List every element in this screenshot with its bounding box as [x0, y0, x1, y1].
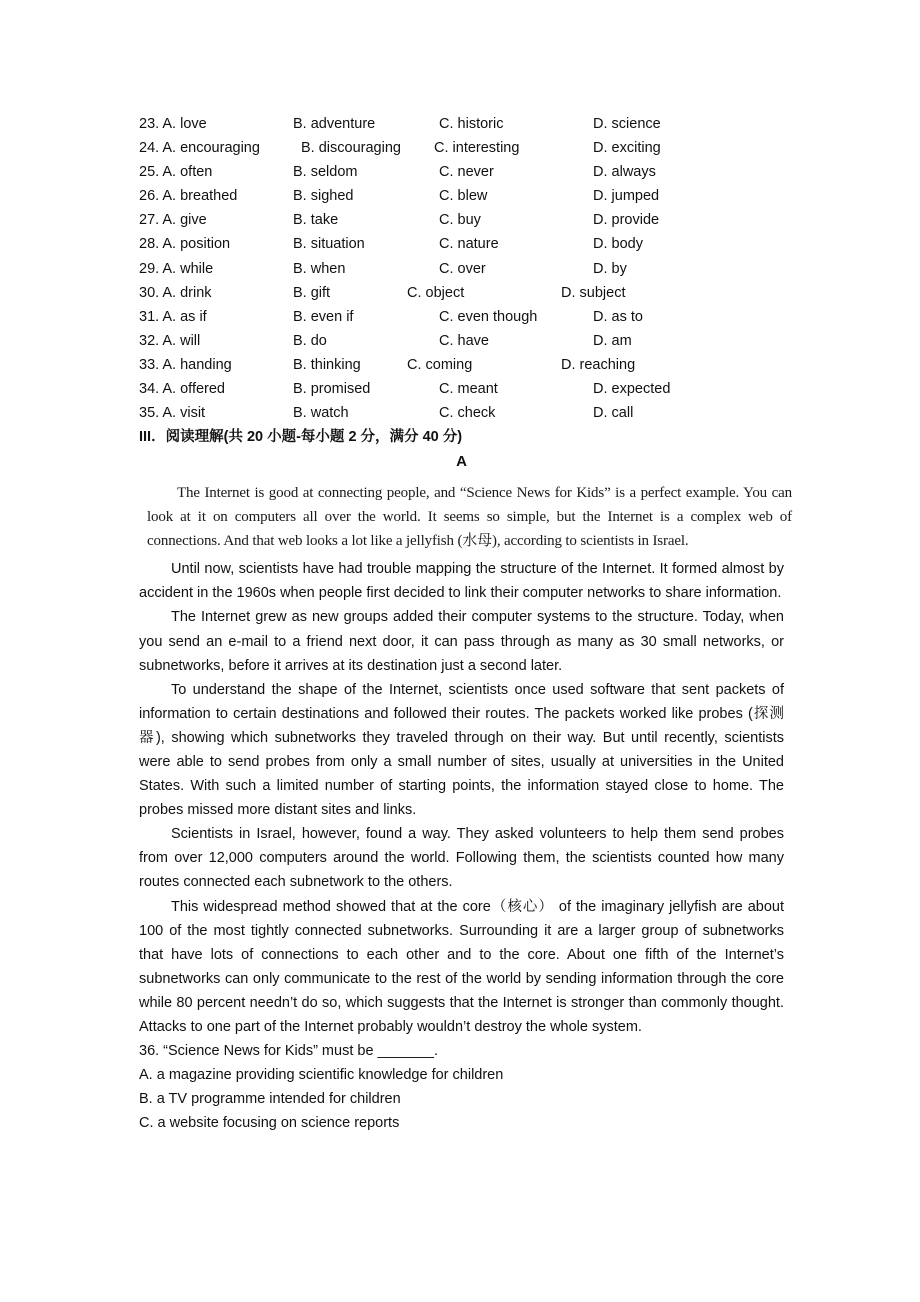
- cloze-option-row: [139, 305, 784, 329]
- option-d: D. am: [593, 332, 632, 349]
- cloze-options-list: [139, 112, 784, 425]
- option-b: B. adventure: [293, 116, 376, 132]
- cloze-option-row: [139, 257, 784, 281]
- option-c: C. meant: [439, 381, 498, 398]
- passage-paragraph: To understand the shape of the Internet, scientists once used software that sent packets of information to certain destinations and followed their routes. The packets worked like probes (探测器), showing which subnetworks they traveled through on their way. But until recently, scientists were able to send probes from only a small number of sites, usually at universities in the United States. With such a limited number of starting points, the information stayed close to home. The probes missed more distant sites and links.: [139, 681, 784, 819]
- passage-paragraph: This widespread method showed that at the core（核心） of the imaginary jellyfish are about 100 of the most tightly connected subnetworks. Surrounding it are a larger group of subnetworks that have lots of connections to each other and to the core. About one fifth of the Internet’s subnetworks can only communicate to the rest of the world by sending information through the core while 80 percent needn’t do so, which suggests that the Internet is stronger than commonly thought. Attacks to one part of the Internet probably wouldn’t destroy the whole system.: [139, 898, 784, 1035]
- option-d: D. expected: [593, 381, 671, 398]
- option-d: D. subject: [561, 284, 626, 301]
- cloze-option-row: [139, 160, 784, 184]
- option-a: 31. A. as if: [139, 308, 207, 325]
- option-b: B. watch: [293, 405, 349, 422]
- option-b: B. thinking: [293, 356, 361, 373]
- cloze-option-row: [139, 377, 784, 401]
- option-d: D. science: [593, 116, 661, 132]
- passage-body: [139, 557, 784, 1039]
- option-d: D. exciting: [593, 140, 661, 157]
- option-c: C. buy: [439, 212, 481, 229]
- option-b: B. promised: [293, 381, 371, 398]
- passage-label: A: [456, 453, 467, 471]
- option-a: 32. A. will: [139, 332, 201, 349]
- option-a: 35. A. visit: [139, 405, 206, 422]
- answer-option-b[interactable]: B. a TV programme intended for children: [139, 1091, 401, 1108]
- cloze-option-row: [139, 208, 784, 232]
- answer-option-a[interactable]: A. a magazine providing scientific knowledge for children: [139, 1067, 504, 1084]
- answer-option-c[interactable]: C. a website focusing on science reports: [139, 1115, 400, 1132]
- option-c: C. object: [407, 284, 465, 301]
- cloze-option-row: [139, 232, 784, 256]
- option-b: B. do: [293, 332, 327, 349]
- cloze-option-row: [139, 112, 784, 136]
- cloze-option-row: [139, 401, 784, 425]
- option-b: B. sighed: [293, 188, 354, 205]
- option-c: C. have: [439, 332, 489, 349]
- question-stem: 36. “Science News for Kids” must be _______.: [139, 1043, 439, 1060]
- cloze-option-row: [139, 136, 784, 160]
- cloze-option-row: [139, 329, 784, 353]
- option-a: 28. A. position: [139, 236, 231, 253]
- option-b: B. gift: [293, 284, 331, 301]
- option-d: D. always: [593, 164, 656, 181]
- option-d: D. reaching: [561, 356, 636, 373]
- option-a: 33. A. handing: [139, 356, 232, 373]
- cloze-option-row: [139, 281, 784, 305]
- option-a: 29. A. while: [139, 260, 214, 277]
- section-heading: III．阅读理解(共 20 小题-每小题 2 分，满分 40 分): [139, 429, 463, 446]
- option-a: 25. A. often: [139, 164, 213, 181]
- option-a: 23. A. love: [139, 116, 207, 132]
- option-d: D. body: [593, 236, 643, 253]
- option-a: 24. A. encouraging: [139, 140, 260, 157]
- scanned-intro-paragraph: The Internet is good at connecting people, and “Science News for Kids” is a perfect example. You can look at it on computers all over the world. It seems so simple, but the Internet is a complex web of connections. And that web looks a lot like a jellyfish (水母), according to scientists in Israel.: [147, 485, 792, 550]
- option-a: 30. A. drink: [139, 284, 212, 301]
- option-c: C. interesting: [434, 140, 520, 157]
- option-d: D. call: [593, 405, 634, 422]
- option-a: 34. A. offered: [139, 381, 225, 398]
- cloze-option-row: [139, 353, 784, 377]
- option-a: 27. A. give: [139, 212, 207, 229]
- option-c: C. check: [439, 405, 496, 422]
- passage-paragraph: Scientists in Israel, however, found a way. They asked volunteers to help them send probes from over 12,000 computers around the world. Following them, the scientists counted how many routes connected each subnetwork to the others.: [139, 826, 784, 891]
- question-36: [139, 1039, 784, 1135]
- option-b: B. when: [293, 260, 346, 277]
- option-d: D. jumped: [593, 188, 660, 205]
- option-d: D. as to: [593, 308, 643, 325]
- passage-paragraph: Until now, scientists have had trouble mapping the structure of the Internet. It formed almost by accident in the 1960s when people first decided to link their computer networks to share information.: [139, 561, 784, 602]
- option-d: D. by: [593, 260, 627, 277]
- option-c: C. over: [439, 260, 486, 277]
- exam-content: [139, 112, 792, 1135]
- option-b: B. situation: [293, 236, 365, 253]
- option-b: B. seldom: [293, 164, 358, 181]
- option-c: C. historic: [439, 116, 504, 132]
- option-b: B. discouraging: [301, 140, 401, 157]
- option-a: 26. A. breathed: [139, 188, 238, 205]
- option-c: C. never: [439, 164, 494, 181]
- option-b: B. even if: [293, 308, 354, 325]
- passage-paragraph: The Internet grew as new groups added their computer systems to the structure. Today, when you send an e-mail to a friend next door, it can pass through as many as 30 small networks, or subnetworks, before it arrives at its destination just a second later.: [139, 609, 784, 674]
- option-d: D. provide: [593, 212, 660, 229]
- option-b: B. take: [293, 212, 339, 229]
- option-c: C. blew: [439, 188, 488, 205]
- option-c: C. coming: [407, 356, 473, 373]
- cloze-option-row: [139, 184, 784, 208]
- option-c: C. even though: [439, 308, 538, 325]
- option-c: C. nature: [439, 236, 499, 253]
